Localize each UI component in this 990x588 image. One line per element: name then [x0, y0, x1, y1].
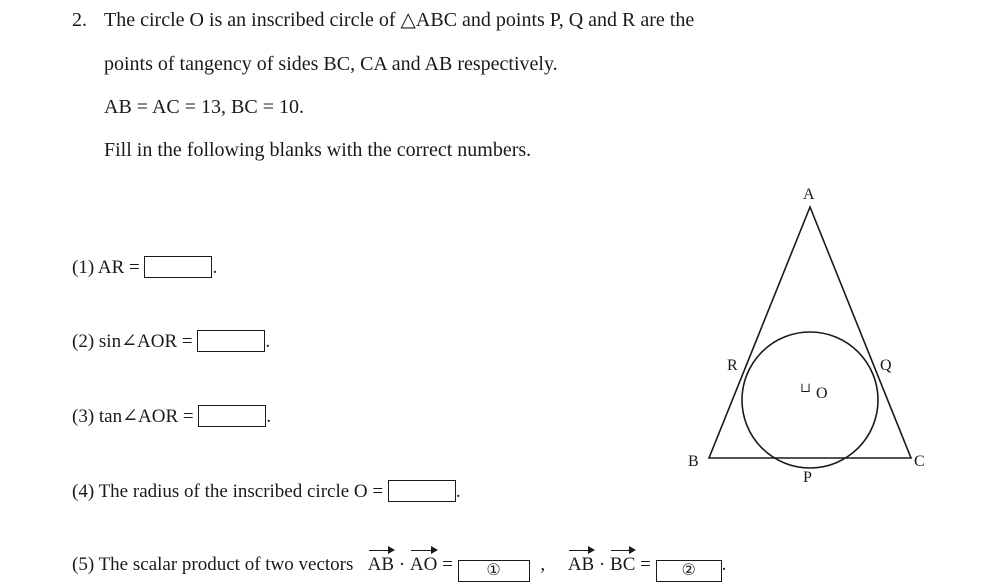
question-2-period: . [265, 331, 271, 352]
problem-line-3: AB = AC = 13, BC = 10. [104, 96, 304, 118]
question-5-number: (5) [72, 554, 95, 575]
question-4-text: The radius of the inscribed circle O = [98, 481, 384, 502]
dot-operator-2: · [598, 554, 606, 575]
question-3-number: (3) [72, 406, 95, 427]
equals-2: = [640, 554, 651, 575]
question-3-text: tan∠AOR = [98, 406, 194, 427]
vector-ao: AO [410, 553, 437, 577]
label-b: B [688, 453, 699, 470]
dot-operator-1: · [398, 554, 406, 575]
question-1-period: . [212, 257, 218, 278]
inscribed-circle [742, 332, 878, 468]
answer-box-5-2[interactable]: ② [656, 560, 722, 582]
problem-line-2: points of tangency of sides BC, CA and AB respectively. [104, 53, 558, 75]
question-3-period: . [266, 406, 272, 427]
question-2-number: (2) [72, 331, 95, 352]
answer-box-5-1[interactable]: ① [458, 560, 530, 582]
label-a: A [803, 186, 815, 203]
label-q: Q [880, 357, 892, 374]
question-5-period: . [721, 554, 727, 575]
problem-line-4: Fill in the following blanks with the correct numbers. [104, 139, 532, 161]
separator-comma: , [540, 554, 546, 575]
label-p: P [803, 469, 812, 486]
vector-ab-2: AB [568, 553, 594, 577]
problem-line-1: The circle O is an inscribed circle of △ABC and points P, Q and R are the [104, 9, 695, 31]
question-5-text: The scalar product of two vectors [98, 554, 354, 575]
question-2-text: sin∠AOR = [98, 331, 193, 352]
equals-1: = [442, 554, 453, 575]
label-r: R [727, 357, 738, 374]
question-1-number: (1) [72, 257, 95, 278]
question-4-period: . [455, 481, 461, 502]
label-o: O [816, 385, 828, 402]
problem-number: 2. [72, 9, 87, 31]
question-4-number: (4) [72, 481, 95, 502]
vector-bc: BC [610, 553, 635, 577]
center-mark-icon: ⊔ [800, 380, 811, 395]
question-1-text: AR = [97, 257, 140, 278]
vector-ab-1: AB [368, 553, 394, 577]
label-c: C [914, 453, 925, 470]
